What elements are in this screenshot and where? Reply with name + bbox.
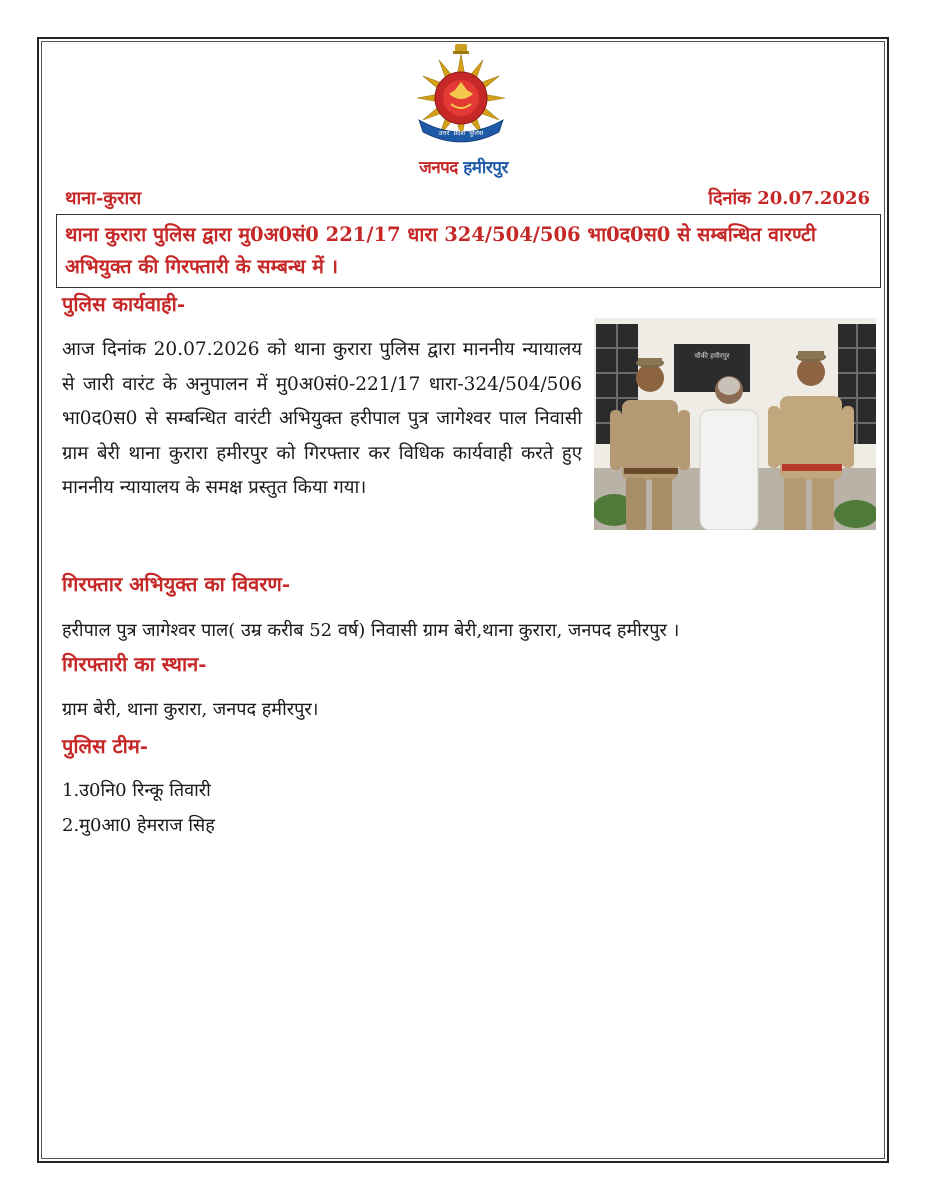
arrest-place-text: ग्राम बेरी, थाना कुरारा, जनपद हमीरपुर। [62,699,319,720]
arrest-place-heading: गिरफ्तारी का स्थान- [62,652,207,676]
accused-details-text: हरीपाल पुत्र जागेश्वर पाल( उम्र करीब 52 वर्ष) निवासी ग्राम बेरी,थाना कुरारा, जनपद हमीरपुर । [62,620,680,641]
logo-text-right: पुलिस [469,129,484,137]
police-action-heading: पुलिस कार्यवाही- [62,292,186,316]
police-action-text: आज दिनांक 20.07.2026 को थाना कुरारा पुलिस द्वारा माननीय न्यायालय से जारी वारंट के अनुपालन में मु0अ0सं0-221/17 धारा-324/504/506 भा0द0स0 से सम्बन्धित वारंटी अभियुक्त हरीपाल पुत्र जागेश्वर पाल निवासी ग्राम बेरी थाना कुरारा हमीरपुर को गिरफ्तार कर विधिक कार्यवाही करते हुए माननीय न्यायालय के समक्ष प्रस्तुत किया गया। [62,339,582,498]
district-prefix: जनपद [419,158,458,178]
arrest-photo [594,318,876,530]
logo-text-left: उत्तर [438,129,450,137]
team-member: 2.मु0आ0 हेमराज सिह [62,815,215,836]
district-title [0,155,927,178]
subject-box: थाना कुरारा पुलिस द्वारा मु0अ0सं0 221/17 धारा 324/504/506 भा0द0स0 से सम्बन्धित वारण्टी अभियुक्त की गिरफ्तारी के सम्बन्ध में । [56,214,881,288]
team-member: 1.उ0नि0 रिन्कू तिवारी [62,780,211,801]
accused-details-heading: गिरफ्तार अभियुक्त का विवरण- [62,572,291,596]
district-name: हमीरपुर [463,158,508,178]
police-team-heading: पुलिस टीम- [62,734,149,758]
logo-text-mid: प्रदेश [453,129,466,137]
report-date: दिनांक 20.07.2026 [708,188,870,209]
photo-board-text: चौकी हमीरपुर [694,352,730,360]
station-name: थाना-कुरारा [65,188,142,209]
up-police-emblem-icon [413,40,509,144]
svg-text:उत्तर प्रदेश पुलिस [439,129,484,137]
